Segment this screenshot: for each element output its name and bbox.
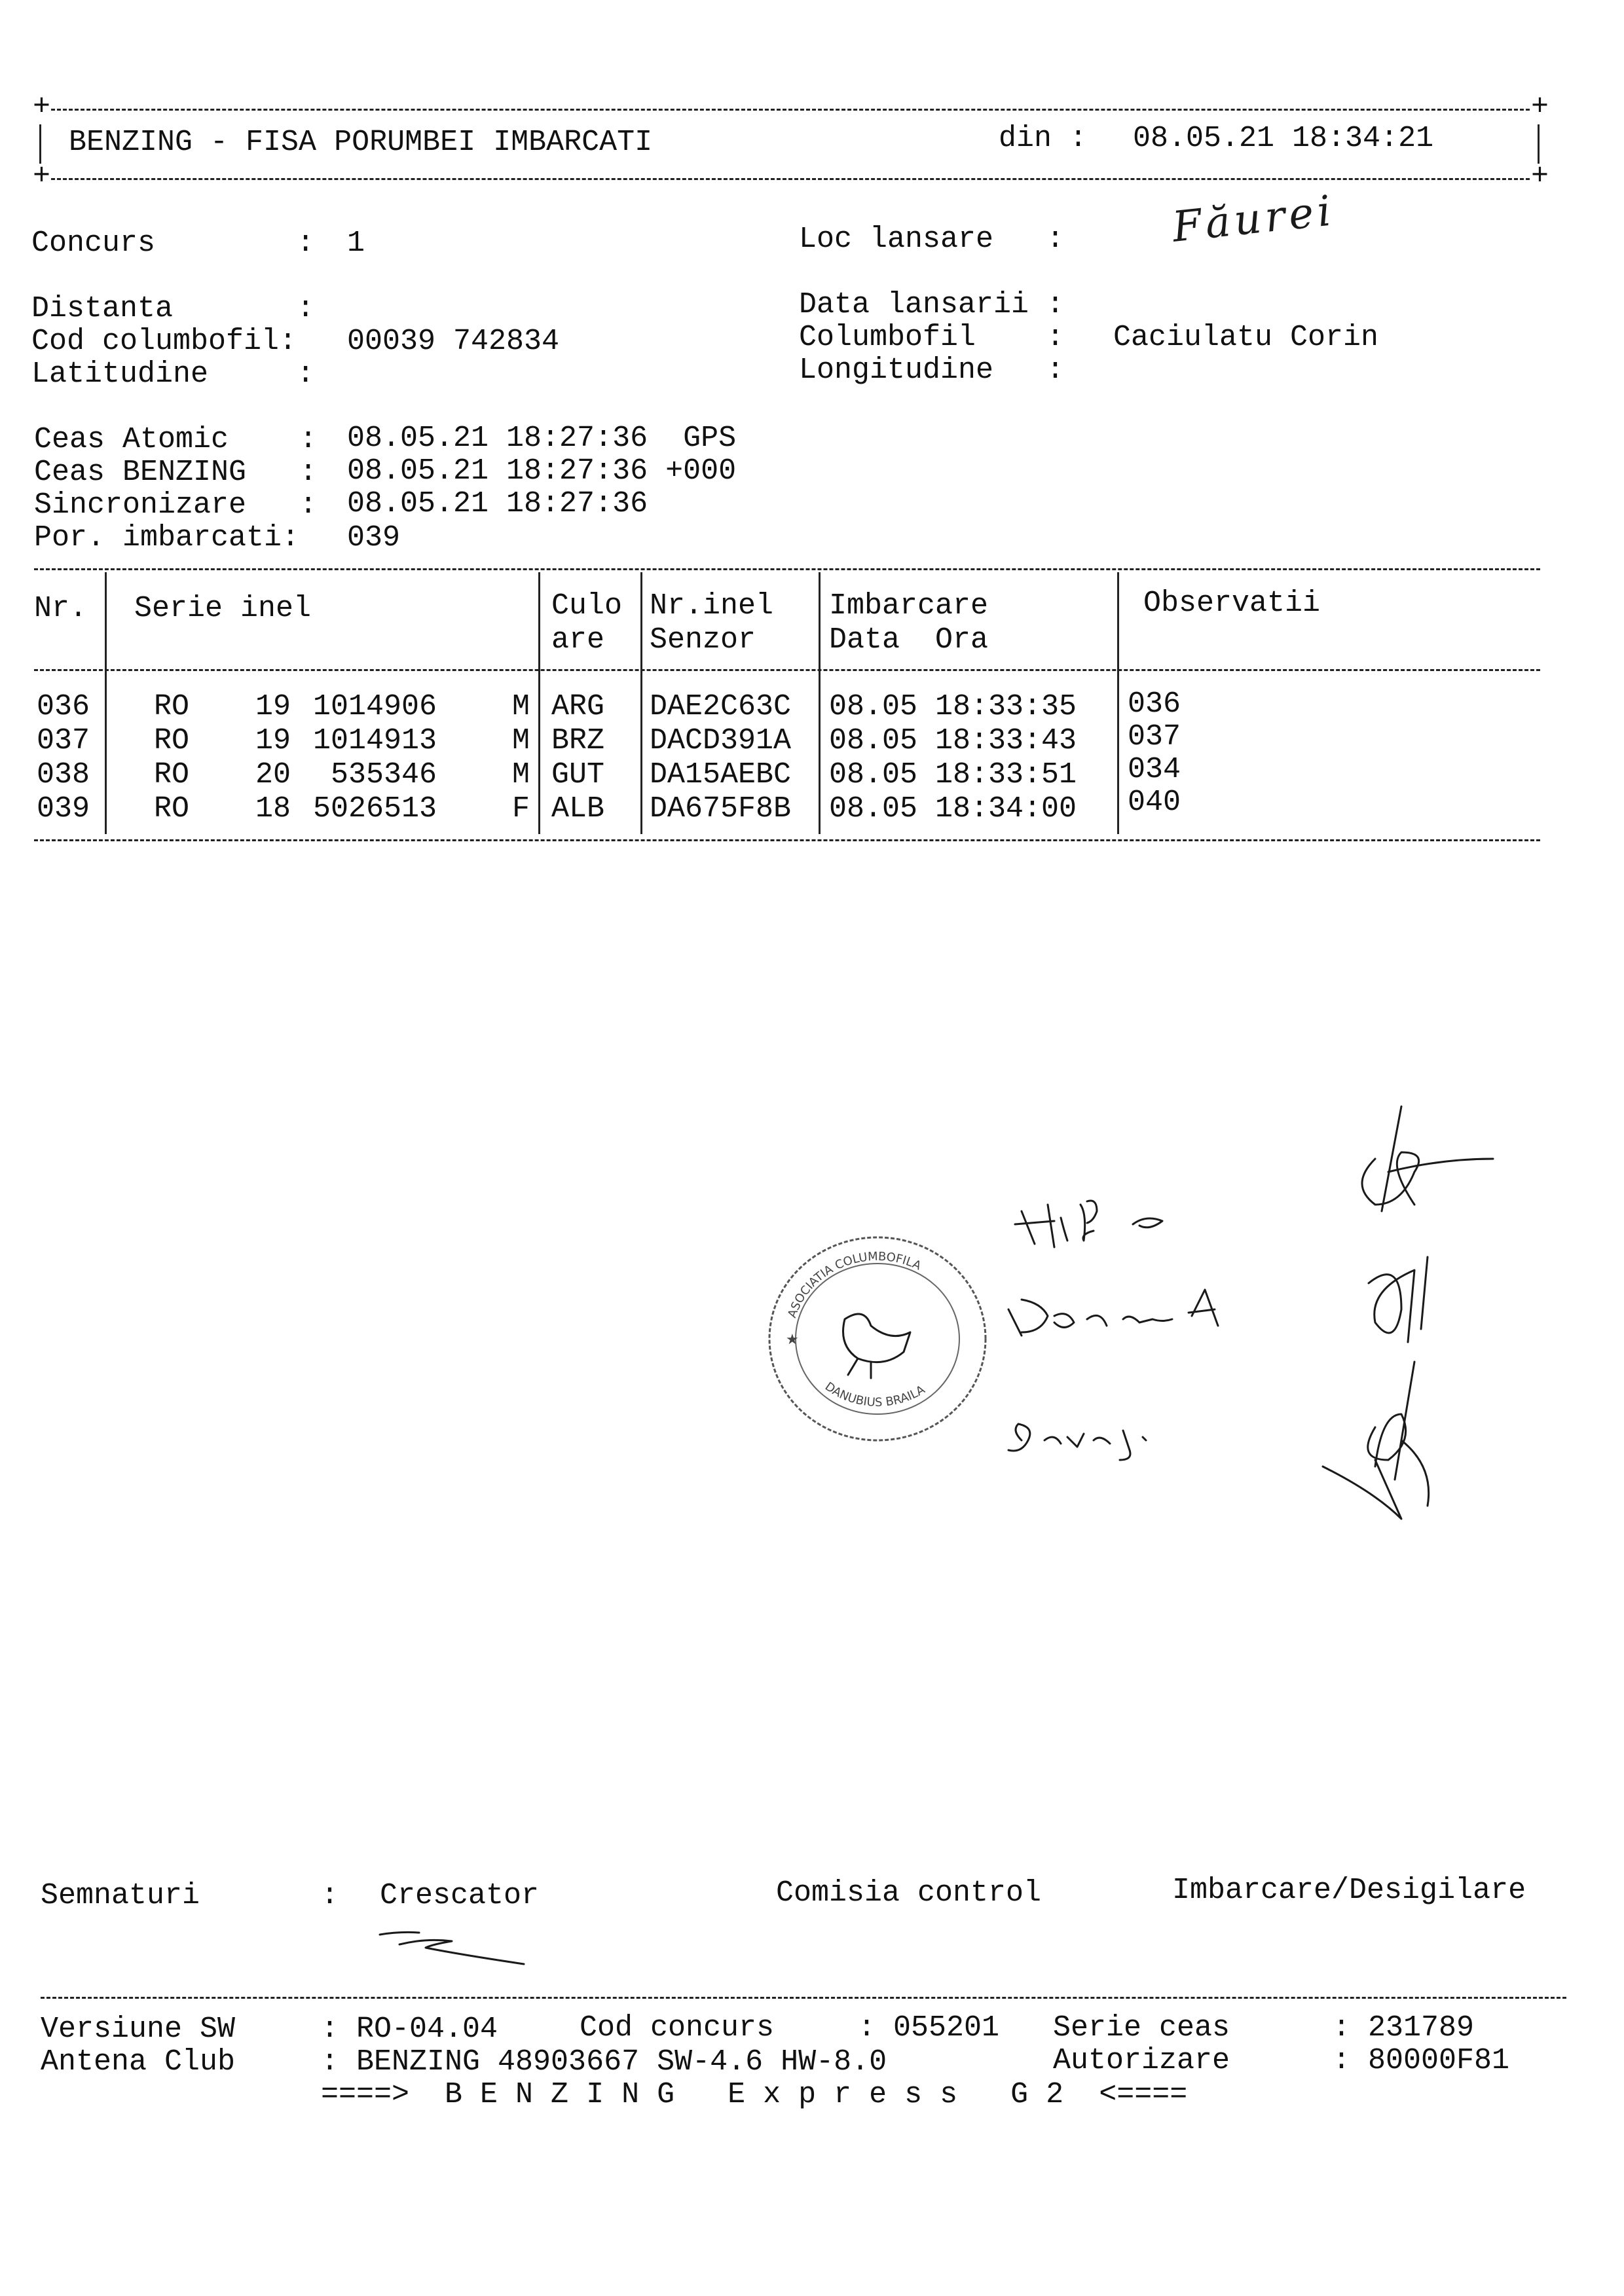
cell-senzor: DACD391A xyxy=(650,724,792,757)
cell-culoare: ALB xyxy=(551,792,605,826)
versiune-value: : RO-04.04 xyxy=(321,2013,498,2046)
cell-an: 20 xyxy=(255,758,291,792)
ceas-benzing-value: 08.05.21 18:27:36 +000 xyxy=(347,454,737,488)
longitudine-label: Longitudine : xyxy=(799,354,1065,387)
cell-data-ora: 08.05 18:33:43 xyxy=(829,724,1077,757)
latitudine-label: Latitudine : xyxy=(31,357,315,391)
header-senzor: Senzor xyxy=(650,623,756,657)
header-serie-inel: Serie inel xyxy=(134,592,312,625)
concurs-value: 1 xyxy=(347,227,365,260)
column-separator xyxy=(819,572,821,834)
signature-stroke xyxy=(1133,1218,1162,1228)
serie-ceas-value: : 231789 xyxy=(1333,2011,1475,2045)
cell-senzor: DA15AEBC xyxy=(650,758,792,792)
sincronizare-value: 08.05.21 18:27:36 xyxy=(347,487,648,520)
loc-lansare-label: Loc lansare : xyxy=(799,223,1065,256)
cell-culoare: ARG xyxy=(551,690,605,723)
signature-stroke xyxy=(1015,1201,1097,1247)
versiune-label: Versiune SW xyxy=(41,2013,236,2046)
autorizare-label: Autorizare xyxy=(1053,2044,1230,2077)
concurs-label: Concurs : xyxy=(31,227,315,260)
autorizare-value: : 80000F81 xyxy=(1333,2044,1510,2077)
header-corner: + xyxy=(1531,160,1549,193)
header-culoare: Culo xyxy=(551,589,623,623)
header-data-ora: Data Ora xyxy=(829,623,989,657)
cell-data-ora: 08.05 18:33:51 xyxy=(829,758,1077,792)
cod-columbofil-value: 00039 742834 xyxy=(347,325,560,358)
stamp-star-icon: ★ xyxy=(786,1332,799,1348)
cell-tara: RO xyxy=(154,758,190,792)
cell-an: 18 xyxy=(255,792,291,826)
columbofil-value: Caciulatu Corin xyxy=(1113,321,1379,354)
cell-nr: 039 xyxy=(37,792,90,826)
semnaturi-label: Semnaturi xyxy=(41,1879,200,1912)
commission-signatures xyxy=(982,1074,1572,1558)
stamp-text: ASOCIATIA COLUMBOFILA xyxy=(785,1249,923,1320)
header-imbarcare: Imbarcare xyxy=(829,589,989,623)
column-separator xyxy=(538,572,540,834)
club-stamp xyxy=(760,1228,995,1450)
cell-senzor: DAE2C63C xyxy=(650,690,792,723)
data-lansarii-label: Data lansarii : xyxy=(799,288,1065,321)
header-bottom-rule xyxy=(51,178,1530,180)
cell-data-ora: 08.05 18:34:00 xyxy=(829,792,1077,826)
header-right-border xyxy=(1538,124,1540,164)
header-left-border xyxy=(39,124,41,164)
signature-stroke xyxy=(1008,1290,1218,1336)
footer-rule xyxy=(41,1997,1566,1999)
comisia-label: Comisia control xyxy=(776,1876,1042,1910)
crescator-signature xyxy=(373,1918,544,1977)
distanta-label: Distanta : xyxy=(31,292,315,325)
cell-culoare: BRZ xyxy=(551,724,605,757)
cell-nr: 036 xyxy=(37,690,90,723)
cell-data-ora: 08.05 18:33:35 xyxy=(829,690,1077,723)
header-corner: + xyxy=(33,160,51,193)
semnaturi-colon: : xyxy=(321,1879,339,1912)
signature-stroke xyxy=(1369,1257,1428,1342)
cell-an: 19 xyxy=(255,690,291,723)
stamp-text: DANUBIUS BRAILA xyxy=(822,1379,928,1410)
benzing-banner: ====> B E N Z I N G E x p r e s s G 2 <==== xyxy=(321,2078,1188,2111)
cell-nr: 038 xyxy=(37,758,90,792)
column-separator xyxy=(1117,572,1119,834)
header-observatii: Observatii xyxy=(1143,587,1321,620)
cell-serie: 535346 xyxy=(331,758,437,792)
cell-senzor: DA675F8B xyxy=(650,792,792,826)
antena-value: : BENZING 48903667 SW-4.6 HW-8.0 xyxy=(321,2045,887,2079)
column-separator xyxy=(640,572,642,834)
cell-an: 19 xyxy=(255,724,291,757)
table-top-rule xyxy=(34,568,1540,570)
loc-lansare-handwritten: Făurei xyxy=(1170,187,1337,252)
table-header-rule xyxy=(34,669,1540,671)
print-datetime: 08.05.21 18:34:21 xyxy=(1133,122,1434,155)
serie-ceas-label: Serie ceas xyxy=(1053,2011,1230,2045)
document-title: BENZING - FISA PORUMBEI IMBARCATI xyxy=(69,126,653,159)
ceas-benzing-label: Ceas BENZING : xyxy=(34,456,318,489)
header-nr-inel: Nr.inel xyxy=(650,589,774,623)
columbofil-label: Columbofil : xyxy=(799,321,1065,354)
cell-observatii: 037 xyxy=(1128,720,1181,754)
cell-tara: RO xyxy=(154,690,190,723)
cell-serie: 5026513 xyxy=(313,792,437,826)
cell-serie: 1014913 xyxy=(313,724,437,757)
cell-culoare: GUT xyxy=(551,758,605,792)
cell-serie: 1014906 xyxy=(313,690,437,723)
signature-stroke xyxy=(1323,1362,1429,1519)
signature-stroke xyxy=(1008,1424,1146,1460)
cod-concurs-value: : 055201 xyxy=(858,2011,1000,2045)
cell-tara: RO xyxy=(154,792,190,826)
cell-observatii: 036 xyxy=(1128,687,1181,721)
por-imbarcati-value: 039 xyxy=(347,521,401,555)
column-separator xyxy=(105,572,107,834)
header-corner: + xyxy=(33,90,51,124)
por-imbarcati-label: Por. imbarcati: xyxy=(34,521,300,555)
cell-sex: M xyxy=(512,724,530,757)
sincronizare-label: Sincronizare : xyxy=(34,488,318,522)
ceas-atomic-label: Ceas Atomic : xyxy=(34,423,318,456)
date-label: din : xyxy=(999,122,1088,155)
stamp-pigeon-icon xyxy=(843,1314,911,1378)
imbarcare-desigilare-label: Imbarcare/Desigilare xyxy=(1172,1874,1526,1907)
signature-stroke xyxy=(380,1932,524,1964)
header-top-rule xyxy=(51,109,1530,111)
cod-concurs-label: Cod concurs xyxy=(580,2011,775,2045)
header-nr: Nr. xyxy=(34,592,88,625)
header-culoare: are xyxy=(551,623,605,657)
cell-sex: M xyxy=(512,758,530,792)
cell-tara: RO xyxy=(154,724,190,757)
header-corner: + xyxy=(1531,90,1549,124)
antena-label: Antena Club xyxy=(41,2045,236,2079)
cod-columbofil-label: Cod columbofil: xyxy=(31,325,297,358)
ceas-atomic-value: 08.05.21 18:27:36 GPS xyxy=(347,422,737,455)
table-bottom-rule xyxy=(34,839,1540,841)
cell-sex: F xyxy=(512,792,530,826)
crescator-label: Crescator xyxy=(380,1879,540,1912)
cell-sex: M xyxy=(512,690,530,723)
cell-nr: 037 xyxy=(37,724,90,757)
signature-stroke xyxy=(1362,1106,1493,1211)
cell-observatii: 040 xyxy=(1128,786,1181,819)
cell-observatii: 034 xyxy=(1128,753,1181,786)
